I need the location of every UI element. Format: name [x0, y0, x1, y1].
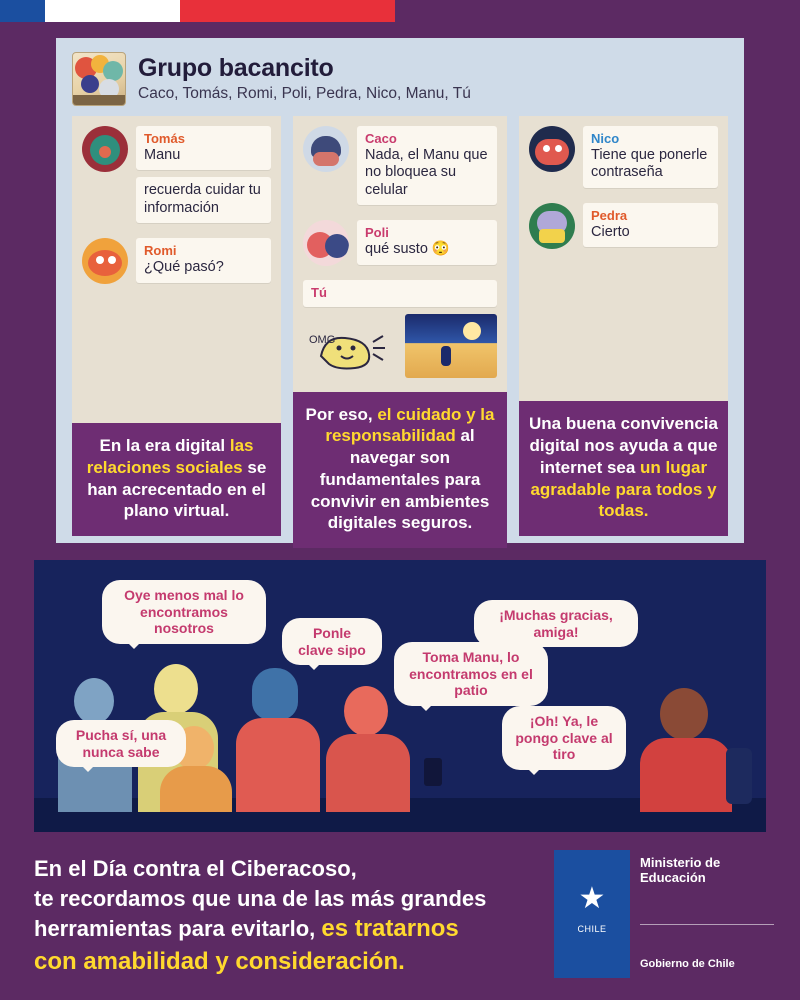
character-body: [326, 734, 410, 812]
doodle-label: OMG: [309, 333, 336, 346]
chat-bubble: [136, 126, 271, 170]
message-row: [303, 126, 497, 212]
chat-thread-2: [293, 116, 507, 392]
message-row: [303, 280, 497, 378]
closing-line-2: te recordamos que una de las más grandes: [34, 885, 487, 911]
backpack-prop: [726, 748, 752, 804]
message-text: Tiene que ponerle contraseña: [591, 147, 708, 181]
speech-bubble-4: Toma Manu, lo encontramos en el patio: [394, 642, 548, 706]
speech-bubble-6: ¡Oh! Ya, le pongo clave al tiro: [502, 706, 626, 770]
footer-text: Una buena convivencia digital nos ayuda a que internet sea: [529, 414, 718, 477]
closing-line-1: En el Día contra el Ciberacoso,: [34, 856, 357, 881]
closing-message: [34, 854, 594, 978]
sender-name: Nico: [591, 131, 620, 146]
nico-avatar: [529, 126, 575, 172]
flag-white-segment: [45, 0, 180, 22]
chat-header: [72, 52, 728, 106]
closing-line-3: herramientas para evitarlo,: [34, 916, 322, 942]
sender-name: Pedra: [591, 207, 628, 223]
message-text: Manu: [144, 147, 181, 163]
chat-thread-3: [519, 116, 728, 401]
footer-highlight: un lugar agradable para todos y todas.: [530, 457, 717, 521]
character-head: [252, 668, 298, 720]
footer-highlight: el cuidado y la responsabilidad: [325, 404, 495, 446]
poli-avatar: [303, 220, 349, 266]
column-footer-2: [293, 392, 507, 549]
chat-bubble: [583, 203, 718, 247]
pedra-avatar: [529, 203, 575, 249]
message-text: qué susto 😳: [365, 241, 450, 258]
tomas-avatar: [82, 126, 128, 172]
logo-divider: [640, 924, 774, 925]
message-text: Nada, el Manu que no bloquea su celular: [365, 147, 488, 198]
omg-doodle: [303, 318, 399, 378]
footer-text: al navegar son fundamentales para convivir en ambientes digitales seguros.: [310, 426, 490, 533]
flag-bar: [0, 0, 800, 22]
flag-background-segment: [395, 0, 800, 22]
phone-prop: [424, 758, 442, 786]
speech-bubble-3: Ponle clave sipo: [282, 618, 382, 665]
footer-text: En la era digital: [99, 436, 230, 455]
sender-name: Poli: [365, 225, 389, 241]
closing-highlight-2: con amabilidad y consideración.: [34, 947, 405, 975]
sender-name: Tomás: [144, 131, 185, 146]
chat-column-1: [72, 116, 281, 536]
sender-name: Tú: [311, 284, 327, 300]
character-body: [236, 718, 320, 812]
sender-name: Caco: [365, 131, 397, 146]
romi-avatar: [82, 238, 128, 284]
message-row: [529, 126, 718, 195]
message-text: recuerda cuidar tu información: [144, 182, 261, 216]
speech-bubble-1: Oye menos mal lo encontramos nosotros: [102, 580, 266, 644]
chat-bubble: [136, 238, 271, 282]
caco-avatar: [303, 126, 349, 172]
character-body: [640, 738, 732, 812]
star-icon: ★: [578, 882, 606, 915]
speech-bubble-5: ¡Muchas gracias, amiga!: [474, 600, 638, 647]
ministry-name: Ministerio de Educación: [640, 855, 721, 885]
footer-text: se han acrecentado en el plano virtual.: [87, 457, 267, 521]
group-title: Grupo bacancito: [138, 54, 334, 83]
group-avatar: [72, 52, 126, 106]
footer-text: Por eso,: [305, 404, 378, 424]
comic-panel: [34, 560, 766, 832]
message-row: [529, 203, 718, 254]
logo-text-block: [630, 850, 774, 978]
message-row: [82, 126, 271, 230]
message-row: [303, 220, 497, 271]
message-text: Cierto: [591, 223, 630, 240]
flag-blue-segment: [0, 0, 45, 22]
chat-bubble: [136, 177, 271, 223]
chat-thread-1: [72, 116, 281, 423]
character-head: [344, 686, 388, 736]
chat-column-2: [293, 116, 507, 536]
speech-bubble-2: Pucha sí, una nunca sabe: [56, 720, 186, 767]
message-text: ¿Qué pasó?: [144, 259, 224, 276]
doodle-attachment: [303, 314, 497, 378]
closing-highlight-1: es tratarnos: [321, 915, 459, 943]
flag-red-segment: [180, 0, 395, 22]
doodle-svg: [303, 318, 399, 378]
chat-bubble: [357, 220, 497, 264]
column-footer-1: [72, 423, 281, 536]
message-row: [82, 238, 271, 289]
character-head: [154, 664, 198, 714]
chile-emblem: [554, 850, 630, 978]
chat-bubble: [303, 280, 497, 307]
chat-bubble: [583, 126, 718, 188]
chat-bubble: [357, 126, 497, 205]
beach-photo: [405, 314, 497, 378]
emblem-label: CHILE: [577, 924, 607, 934]
government-logo: [554, 850, 774, 980]
bottom-band: [0, 840, 800, 1000]
character-head: [74, 678, 114, 724]
column-footer-3: [519, 401, 728, 536]
chat-columns: [72, 116, 728, 536]
character-head: [660, 688, 708, 740]
chat-card: [56, 38, 744, 543]
government-name: Gobierno de Chile: [640, 958, 735, 970]
sender-name: Romi: [144, 243, 177, 259]
footer-highlight: las relaciones sociales: [86, 436, 254, 477]
character-body: [160, 766, 232, 812]
chat-column-3: [519, 116, 728, 536]
group-members: Caco, Tomás, Romi, Poli, Pedra, Nico, Manu, Tú: [138, 84, 471, 102]
